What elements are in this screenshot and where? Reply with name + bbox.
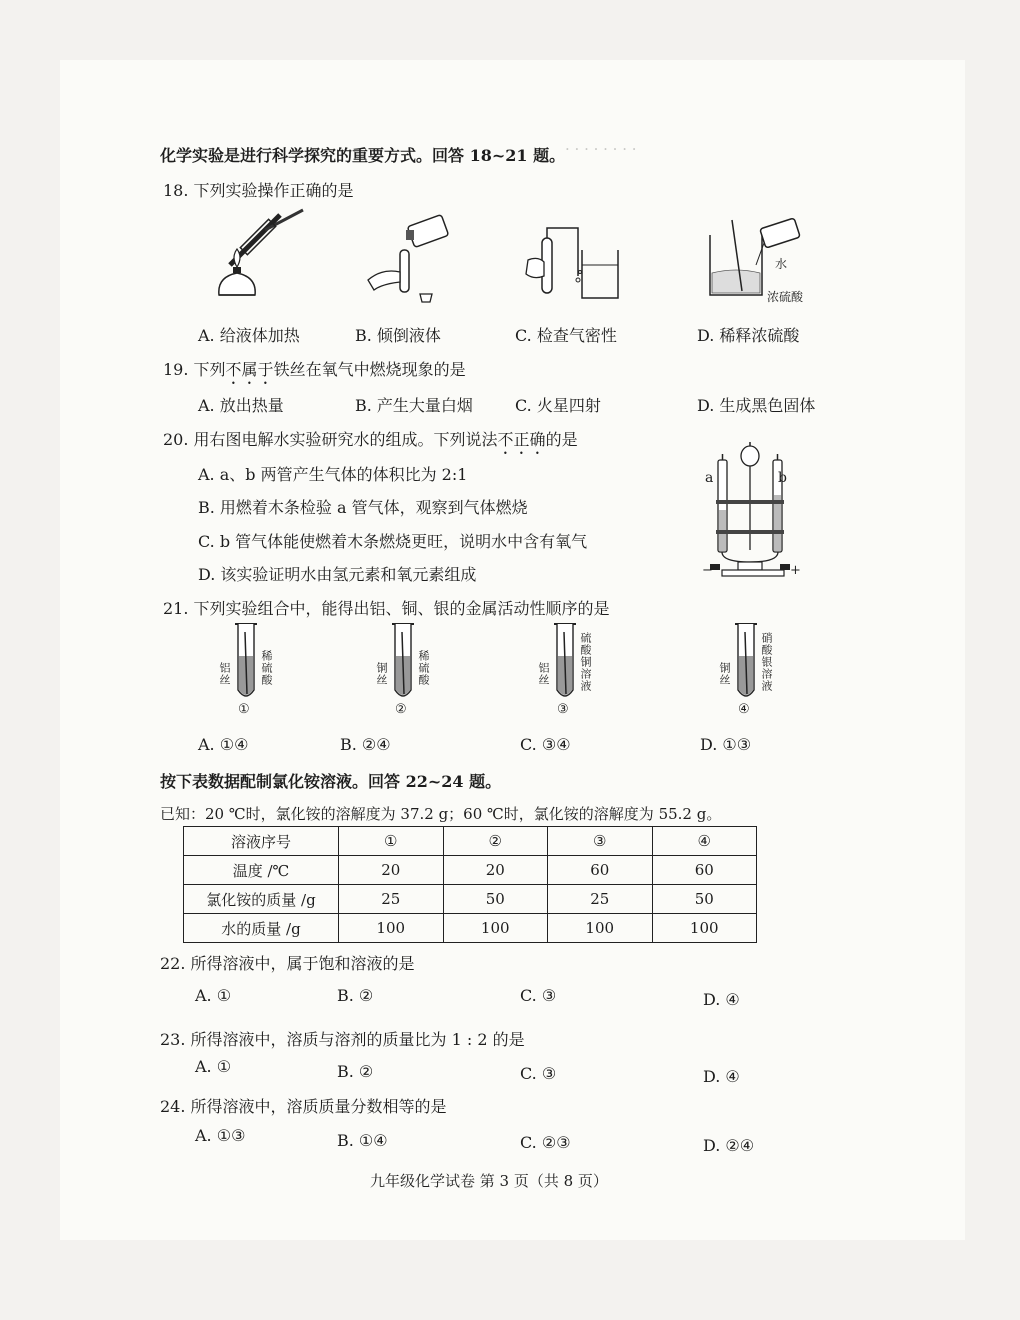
tube4-metal-label: 铜丝 xyxy=(718,662,731,686)
label-tube-b: b xyxy=(778,470,787,486)
q23-option-d[interactable]: D. ④ xyxy=(703,1067,740,1086)
q24-option-c[interactable]: C. ②③ xyxy=(520,1133,571,1152)
table-cell: ① xyxy=(339,827,444,856)
table-row xyxy=(184,914,757,943)
q24-option-d[interactable]: D. ②④ xyxy=(703,1136,755,1155)
bleed-through-text: · · · · · · · · xyxy=(565,140,637,158)
question-22-stem: 22. 所得溶液中，属于饱和溶液的是 xyxy=(160,954,415,973)
question-19-stem xyxy=(163,357,466,388)
table-cell: 100 xyxy=(652,914,757,943)
table-cell: 25 xyxy=(339,885,444,914)
q18-option-a[interactable]: A. 给液体加热 xyxy=(198,326,300,345)
known-solubility: 已知：20 ℃时，氯化铵的溶解度为 37.2 g；60 ℃时，氯化铵的溶解度为 55.2 g。 xyxy=(160,805,722,823)
table-row-header: 溶液序号 xyxy=(184,827,339,856)
q22-option-d[interactable]: D. ④ xyxy=(703,990,740,1009)
q19-stem-pre: 19. 下列 xyxy=(163,360,226,379)
table-cell: 50 xyxy=(443,885,548,914)
page-footer: 九年级化学试卷 第 3 页（共 8 页） xyxy=(370,1172,608,1190)
q18-option-b[interactable]: B. 倾倒液体 xyxy=(355,326,441,345)
q22-option-c[interactable]: C. ③ xyxy=(520,986,557,1005)
table-cell: 100 xyxy=(548,914,653,943)
tube3-metal-label: 铝丝 xyxy=(537,662,550,686)
q18-option-c[interactable]: C. 检查气密性 xyxy=(515,326,617,345)
q23-option-b[interactable]: B. ② xyxy=(337,1062,374,1081)
q20-option-b[interactable]: B. 用燃着木条检验 a 管气体，观察到气体燃烧 xyxy=(198,498,528,517)
q19-option-a[interactable]: A. 放出热量 xyxy=(198,396,284,415)
figure-airtightness-check xyxy=(520,220,630,305)
table-cell: ② xyxy=(443,827,548,856)
q20-option-c[interactable]: C. b 管气体能使燃着木条燃烧更旺，说明水中含有氧气 xyxy=(198,532,588,551)
q21-option-c[interactable]: C. ③④ xyxy=(520,735,571,754)
tube2-liquid-label: 稀硫酸 xyxy=(417,650,430,686)
table-cell: ④ xyxy=(652,827,757,856)
table-cell: 100 xyxy=(443,914,548,943)
q18-option-d[interactable]: D. 稀释浓硫酸 xyxy=(697,326,800,345)
q19-stem-emphasis: 不属于 xyxy=(225,360,274,379)
q21-option-a[interactable]: A. ①④ xyxy=(198,735,249,754)
tube3-liquid-label: 硫酸铜溶液 xyxy=(579,632,592,692)
q20-stem-emphasis: 不正确 xyxy=(497,430,546,449)
figure-pouring-liquid xyxy=(360,210,460,305)
tube1-liquid-label: 稀硫酸 xyxy=(260,650,273,686)
q21-option-d[interactable]: D. ①③ xyxy=(700,735,752,754)
test-tube-2 xyxy=(390,622,416,704)
q23-option-a[interactable]: A. ① xyxy=(195,1057,232,1076)
label-positive-electrode: + xyxy=(790,563,801,578)
table-cell: 20 xyxy=(443,856,548,885)
q22-option-a[interactable]: A. ① xyxy=(195,986,232,1005)
table-row-header: 氯化铵的质量 /g xyxy=(184,885,339,914)
q19-option-d[interactable]: D. 生成黑色固体 xyxy=(697,396,816,415)
section-heading-18-21: 化学实验是进行科学探究的重要方式。回答 18~21 题。 xyxy=(160,146,566,165)
question-20-stem xyxy=(163,427,578,458)
q22-option-b[interactable]: B. ② xyxy=(337,986,374,1005)
question-18-stem: 18. 下列实验操作正确的是 xyxy=(163,181,354,200)
q19-stem-post: 铁丝在氧气中燃烧现象的是 xyxy=(273,360,466,379)
q20-option-d[interactable]: D. 该实验证明水由氢元素和氧元素组成 xyxy=(198,565,477,584)
label-water: 水 xyxy=(775,257,788,271)
q19-option-c[interactable]: C. 火星四射 xyxy=(515,396,601,415)
label-negative-electrode: − xyxy=(702,563,713,578)
q24-option-a[interactable]: A. ①③ xyxy=(195,1126,246,1145)
question-21-stem: 21. 下列实验组合中，能得出铝、铜、银的金属活动性顺序的是 xyxy=(163,599,610,618)
q24-option-b[interactable]: B. ①④ xyxy=(337,1131,388,1150)
table-row xyxy=(184,885,757,914)
figure-heating-liquid xyxy=(205,205,315,310)
tube3-number: ③ xyxy=(557,702,569,717)
test-tube-3 xyxy=(552,622,578,704)
tube1-number: ① xyxy=(238,702,250,717)
q19-option-b[interactable]: B. 产生大量白烟 xyxy=(355,396,473,415)
table-cell: 50 xyxy=(652,885,757,914)
question-23-stem: 23. 所得溶液中，溶质与溶剂的质量比为 1 : 2 的是 xyxy=(160,1030,525,1049)
table-row-header: 温度 /℃ xyxy=(184,856,339,885)
table-cell: ③ xyxy=(548,827,653,856)
table-row xyxy=(184,827,757,856)
tube2-metal-label: 铜丝 xyxy=(375,662,388,686)
solution-data-table xyxy=(183,826,757,943)
question-24-stem: 24. 所得溶液中，溶质质量分数相等的是 xyxy=(160,1097,447,1116)
tube4-number: ④ xyxy=(738,702,750,717)
table-cell: 25 xyxy=(548,885,653,914)
table-row-header: 水的质量 /g xyxy=(184,914,339,943)
table-cell: 60 xyxy=(652,856,757,885)
q20-stem-post: 的是 xyxy=(545,430,578,449)
tube2-number: ② xyxy=(395,702,407,717)
label-concentrated-sulfuric-acid: 浓硫酸 xyxy=(767,290,804,304)
tube1-metal-label: 铝丝 xyxy=(218,662,231,686)
figure-electrolysis-apparatus xyxy=(700,440,800,585)
q20-stem-pre: 20. 用右图电解水实验研究水的组成。下列说法 xyxy=(163,430,498,449)
table-cell: 20 xyxy=(339,856,444,885)
q23-option-c[interactable]: C. ③ xyxy=(520,1064,557,1083)
section-heading-22-24: 按下表数据配制氯化铵溶液。回答 22~24 题。 xyxy=(160,772,502,791)
q20-option-a[interactable]: A. a、b 两管产生气体的体积比为 2:1 xyxy=(198,465,468,484)
table-cell: 60 xyxy=(548,856,653,885)
test-tube-1 xyxy=(233,622,259,704)
tube4-liquid-label: 硝酸银溶液 xyxy=(760,632,773,692)
table-row xyxy=(184,856,757,885)
table-cell: 100 xyxy=(339,914,444,943)
test-tube-4 xyxy=(733,622,759,704)
label-tube-a: a xyxy=(705,470,714,486)
q21-option-b[interactable]: B. ②④ xyxy=(340,735,391,754)
